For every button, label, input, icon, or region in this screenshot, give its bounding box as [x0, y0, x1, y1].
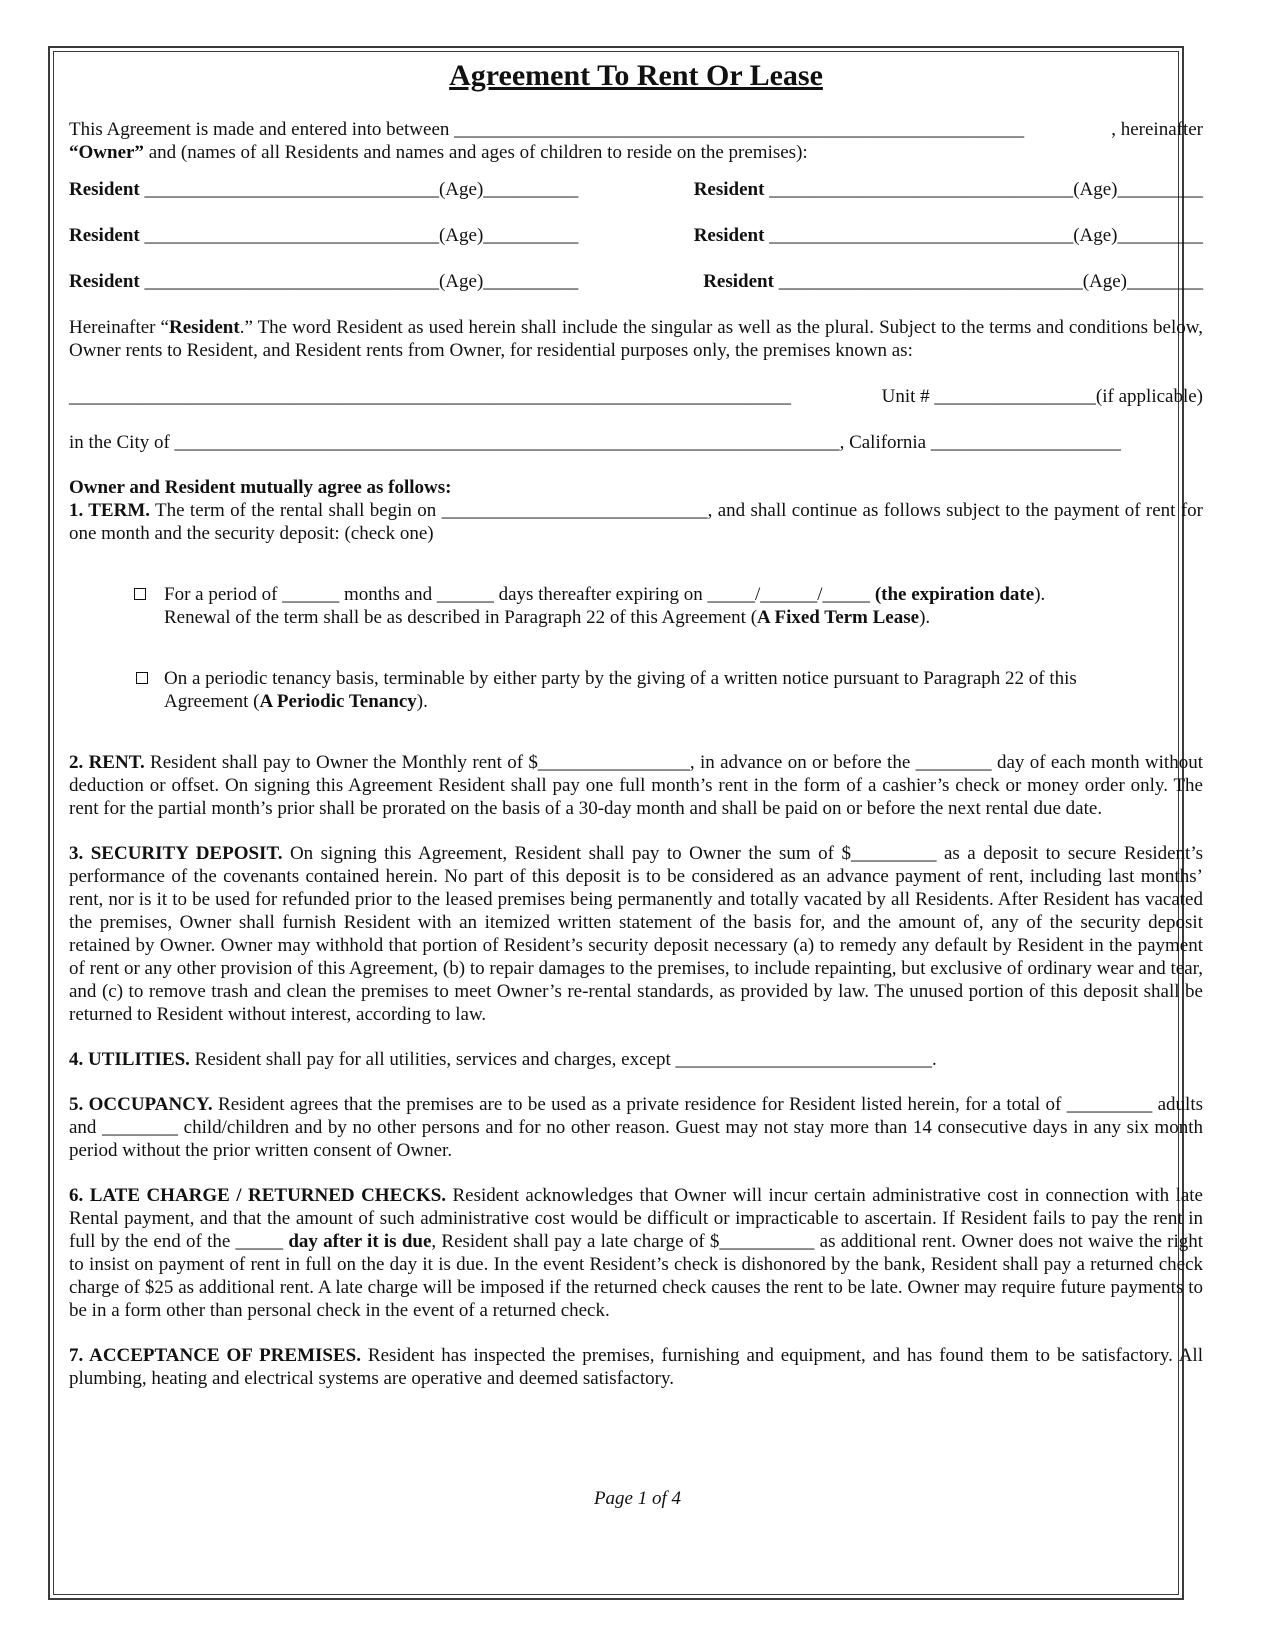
- city-blank[interactable]: in the City of ______________________________________________________________________: [69, 432, 840, 453]
- expiration-date-label: (the expiration date: [874, 584, 1035, 605]
- agree-heading-text: Owner and Resident mutually agree as follows:: [69, 477, 452, 498]
- resident-label: Resident: [69, 179, 140, 200]
- resident-label: Resident: [69, 225, 140, 246]
- fixed-term-checkbox[interactable]: [134, 588, 146, 600]
- state-blank[interactable]: , California ____________________: [839, 432, 1121, 453]
- resident-field-right[interactable]: [703, 270, 1203, 293]
- term-text: The term of the rental shall begin on ____________________________, and shall continue as follows subject to the payment of rent for one month and the security deposit: (check one): [69, 500, 1203, 544]
- periodic-line-2: [164, 690, 1203, 713]
- fixed-term-text: For a period of ______ months and ______ days thereafter expiring on _____/______/_____: [164, 584, 875, 605]
- intro-line-2-text: and (names of all Residents and names and ages of children to reside on the premises):: [143, 142, 808, 163]
- periodic-tenancy-label: A Periodic Tenancy: [259, 691, 417, 712]
- periodic-agreement-text: Agreement (: [164, 691, 260, 712]
- late-charge-text-1: Resident acknowledges that Owner will incur certain administrative cost in connection with late Rental payment, and that the amount of such administrative cost would be difficult or impracticable to ascertain. If Resident fails to pay the rent in full by the end of the _____: [69, 1185, 1203, 1252]
- address-line: [69, 385, 1203, 408]
- hereinafter-prefix: Hereinafter “: [69, 317, 169, 338]
- resident-blank: _______________________________(Age)__________: [139, 179, 579, 200]
- fixed-term-line-2: [164, 606, 1203, 629]
- owner-term: “Owner”: [69, 142, 144, 163]
- resident-field-left[interactable]: [69, 178, 578, 201]
- term-paragraph: [69, 499, 1203, 545]
- option-periodic: [0, 667, 1203, 713]
- fixed-term-line-1: [164, 583, 1203, 606]
- address-blank[interactable]: ____________________________________________________________________________: [69, 386, 791, 407]
- utilities-text: Resident shall pay for all utilities, services and charges, except ___________________________.: [189, 1049, 937, 1070]
- resident-field-right[interactable]: [694, 178, 1203, 201]
- fixed-term-lease-label: A Fixed Term Lease: [757, 607, 920, 628]
- intro-paragraph: [69, 118, 1203, 164]
- resident-blank: ________________________________(Age)________: [773, 271, 1203, 292]
- hereinafter-paragraph: [69, 316, 1203, 362]
- late-charge-heading: 6. LATE CHARGE / RETURNED CHECKS.: [69, 1185, 447, 1206]
- intro-owner-blank[interactable]: This Agreement is made and entered into between ____________________________________________________________: [69, 119, 1025, 140]
- acceptance-text: Resident has inspected the premises, furnishing and equipment, and has found them to be satisfactory. All plumbing, heating and electrical systems are operative and deemed satisfactory.: [69, 1345, 1203, 1389]
- intro-line-2: [69, 141, 1203, 164]
- resident-label: Resident: [69, 271, 140, 292]
- residents-block: [69, 178, 1203, 293]
- renewal-end: ).: [919, 607, 931, 628]
- resident-field-left[interactable]: [69, 224, 578, 247]
- late-charge-text-2: , Resident shall pay a late charge of $__________ as additional rent. Owner does not waive the right to insist on payment of rent in full on the day it is due. In the event Resident’s check is dishonored by the bank, Resident shall pay a returned check charge of $25 as additional rent. A late charge will be imposed if the returned check causes the rent to be late. Owner may require future payments to be in a form other than personal check in the event of a returned check.: [69, 1231, 1204, 1321]
- resident-blank: ________________________________(Age)_________: [764, 225, 1203, 246]
- fixed-term-end: ).: [1034, 584, 1046, 605]
- resident-blank: _______________________________(Age)__________: [139, 225, 579, 246]
- resident-blank: ________________________________(Age)_________: [764, 179, 1203, 200]
- resident-blank: _______________________________(Age)__________: [139, 271, 579, 292]
- rent-text: Resident shall pay to Owner the Monthly rent of $________________, in advance on or before the ________ day of each month without deduction or offset. On signing this Agreement Resident shall pay one full month’s rent in the form of a cashier’s check or money order only. The rent for the partial month’s prior shall be prorated on the basis of a 30-day month and shall be paid on or before the next rental due date.: [69, 752, 1203, 819]
- resident-row-3: [69, 270, 1203, 293]
- rent-heading: 2. RENT.: [69, 752, 145, 773]
- resident-row-1: [69, 178, 1203, 201]
- periodic-end: ).: [416, 691, 428, 712]
- resident-label: Resident: [693, 225, 765, 246]
- document-body: [69, 58, 1203, 1412]
- intro-line-1: [69, 118, 1203, 141]
- periodic-checkbox[interactable]: [136, 672, 148, 684]
- renewal-text: Renewal of the term shall be as described in Paragraph 22 of this Agreement (: [164, 607, 758, 628]
- occupancy-heading: 5. OCCUPANCY.: [69, 1094, 213, 1115]
- resident-field-left[interactable]: [69, 270, 578, 293]
- term-heading: 1. TERM.: [69, 500, 151, 521]
- deposit-heading: 3. SECURITY DEPOSIT.: [69, 843, 283, 864]
- rent-paragraph: [69, 751, 1203, 820]
- resident-term: Resident: [168, 317, 240, 338]
- page-number: Page 1 of 4: [593, 1488, 682, 1509]
- option-fixed-term: [0, 583, 1203, 629]
- utilities-paragraph: [69, 1048, 1203, 1071]
- deposit-paragraph: [69, 842, 1203, 1026]
- unit-blank[interactable]: Unit # _________________(if applicable): [881, 386, 1203, 407]
- resident-label: Resident: [693, 179, 765, 200]
- acceptance-heading: 7. ACCEPTANCE OF PREMISES.: [69, 1345, 361, 1366]
- periodic-line-1: On a periodic tenancy basis, terminable by either party by the giving of a written notice pursuant to Paragraph 22 of this: [164, 668, 1077, 689]
- late-charge-paragraph: [69, 1184, 1203, 1322]
- occupancy-paragraph: [69, 1093, 1203, 1162]
- day-after-due-label: day after it is due: [288, 1231, 432, 1252]
- resident-field-right[interactable]: [694, 224, 1203, 247]
- resident-row-2: [69, 224, 1203, 247]
- resident-label: Resident: [703, 271, 774, 292]
- occupancy-text: Resident agrees that the premises are to be used as a private residence for Resident listed herein, for a total of _________ adults and ________ child/children and by no other persons and for no other reason. Guest may not stay more than 14 consecutive days in any six month period without the prior written consent of Owner.: [69, 1094, 1203, 1161]
- utilities-heading: 4. UTILITIES.: [69, 1049, 190, 1070]
- hereinafter-text: .” The word Resident as used herein shall include the singular as well as the plural. Subject to the terms and conditions below, Owner rents to Resident, and Resident rents from Owner, for residential purposes only, the premises known as:: [69, 317, 1203, 361]
- intro-hereinafter: , hereinafter: [1111, 119, 1203, 140]
- agree-heading: [69, 476, 1203, 499]
- deposit-text: On signing this Agreement, Resident shall pay to Owner the sum of $_________ as a deposit to secure Resident’s performance of the covenants contained herein. No part of this deposit is to be considered as an advance payment of rent, including last months’ rent, nor is it to be used for refunded prior to the leased premises being permanently and totally vacated by all Residents. After Resident has vacated the premises, Owner shall furnish Resident with an itemized written statement of the basis for, and the amount of, any of the security deposit retained by Owner. Owner may withhold that portion of Resident’s security deposit necessary (a) to remedy any default by Resident in the payment of rent or any other provision of this Agreement, (b) to repair damages to the premises, to include repainting, but exclusive of ordinary wear and tear, and (c) to remove trash and clean the premises to meet Owner’s re-rental standards, as provided by law. The unused portion of this deposit shall be returned to Resident without interest, according to law.: [69, 843, 1203, 1025]
- document-title: Agreement To Rent Or Lease: [449, 59, 823, 92]
- acceptance-paragraph: [69, 1344, 1203, 1390]
- city-line: [69, 431, 1203, 454]
